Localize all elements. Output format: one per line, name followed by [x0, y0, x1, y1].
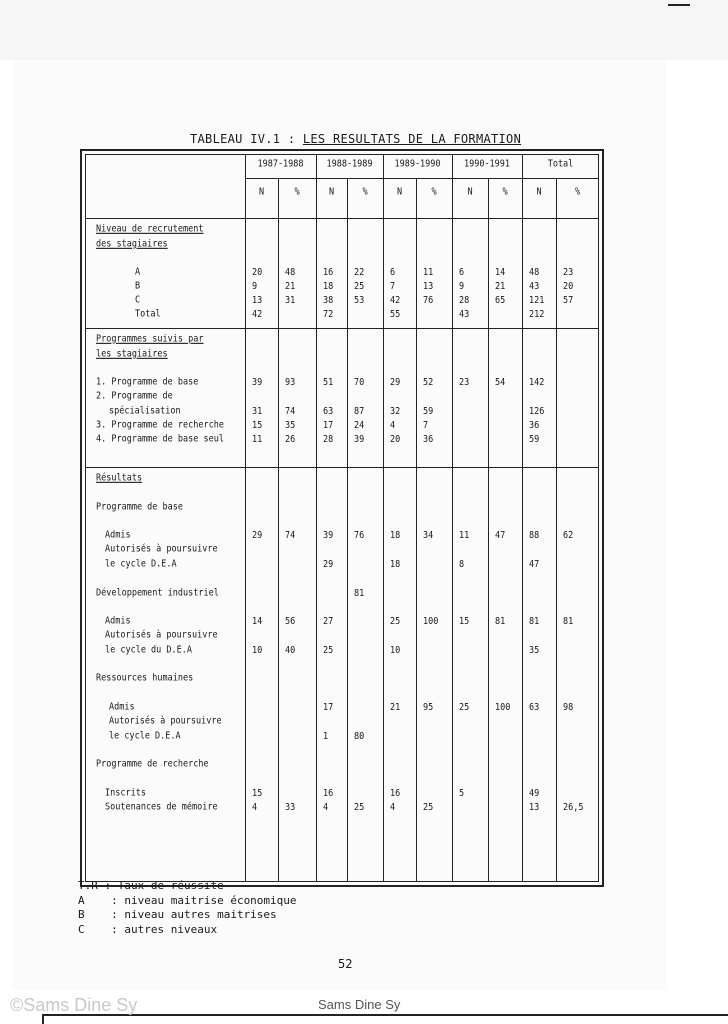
table-cell: 59 — [529, 434, 540, 446]
table-cell: 43 — [459, 309, 470, 321]
subheader-n: N — [396, 186, 403, 198]
row-label: Inscrits — [105, 788, 146, 799]
table-cell: 53 — [354, 295, 365, 307]
table-cell: 11 — [459, 530, 470, 542]
row-divider — [245, 178, 599, 179]
table-cell: 35 — [285, 420, 296, 432]
table-cell: 10 — [390, 645, 401, 657]
table-cell: 100 — [423, 616, 439, 628]
table-grid — [85, 154, 599, 882]
table-cell: 72 — [323, 309, 334, 321]
table-cell: 1 — [323, 731, 329, 743]
column-divider — [522, 155, 523, 881]
row-label: 4. Programme de base seul — [96, 434, 224, 445]
column-divider — [383, 155, 384, 881]
table-cell: 34 — [423, 530, 434, 542]
table-cell: 74 — [285, 530, 296, 542]
table-cell: 4 — [252, 802, 258, 814]
row-label: A — [135, 267, 141, 278]
table-cell: 27 — [323, 616, 334, 628]
subheader-n: N — [328, 186, 335, 198]
column-divider — [488, 178, 489, 881]
row-label: les stagiaires — [96, 349, 168, 360]
row-label: Autorisés à poursuivre — [105, 544, 218, 555]
table-cell: 14 — [252, 616, 263, 628]
table-cell: 9 — [459, 281, 465, 293]
table-cell: 21 — [495, 281, 506, 293]
year-header: 1989-1990 — [394, 158, 441, 170]
table-cell: 80 — [354, 731, 365, 743]
results-table — [80, 149, 604, 887]
table-cell: 15 — [459, 616, 470, 628]
row-label: Programme de recherche — [96, 759, 209, 770]
table-cell: 26,5 — [563, 802, 584, 814]
table-cell: 142 — [529, 377, 545, 389]
row-label: Total — [135, 309, 161, 320]
table-cell: 29 — [252, 530, 263, 542]
table-cell: 25 — [423, 802, 434, 814]
table-cell: 74 — [285, 406, 296, 418]
year-header: Total — [547, 158, 574, 170]
table-cell: 47 — [529, 559, 540, 571]
table-cell: 51 — [323, 377, 334, 389]
table-cell: 13 — [529, 802, 540, 814]
table-cell: 59 — [423, 406, 434, 418]
table-cell: 11 — [252, 434, 263, 446]
table-cell: 9 — [252, 281, 258, 293]
row-label: Ressources humaines — [96, 673, 194, 684]
subheader-n: N — [258, 186, 265, 198]
table-cell: 26 — [285, 434, 296, 446]
table-cell: 39 — [252, 377, 263, 389]
table-cell: 18 — [390, 530, 401, 542]
table-cell: 35 — [529, 645, 540, 657]
watermark-center: Sams Dine Sy — [318, 997, 401, 1012]
column-divider — [278, 178, 279, 881]
table-cell: 31 — [252, 406, 263, 418]
corner-mark — [42, 1014, 728, 1016]
table-cell: 48 — [285, 267, 296, 279]
row-label: le cycle D.E.A — [105, 559, 177, 570]
row-divider — [86, 467, 599, 468]
table-cell: 10 — [252, 645, 263, 657]
row-label: le cycle D.E.A — [109, 731, 181, 742]
table-cell: 52 — [423, 377, 434, 389]
column-divider — [245, 155, 246, 881]
table-cell: 7 — [390, 281, 396, 293]
subheader-n: N — [536, 186, 542, 198]
table-cell: 100 — [495, 702, 511, 714]
column-divider — [316, 155, 317, 881]
column-divider — [452, 155, 453, 881]
table-cell: 81 — [563, 616, 574, 628]
table-cell: 65 — [495, 295, 506, 307]
table-cell: 15 — [252, 788, 263, 800]
table-cell: 4 — [390, 420, 396, 432]
table-cell: 25 — [390, 616, 401, 628]
table-cell: 23 — [563, 267, 574, 279]
row-label: Niveau de recrutement — [96, 224, 204, 235]
table-cell: 39 — [323, 530, 334, 542]
table-cell: 87 — [354, 406, 365, 418]
table-cell: 56 — [285, 616, 296, 628]
table-cell: 93 — [285, 377, 296, 389]
table-cell: 126 — [529, 406, 545, 418]
table-cell: 18 — [323, 281, 334, 293]
table-cell: 8 — [459, 559, 465, 571]
watermark: ©Sams Dine Sy — [10, 995, 138, 1015]
row-label: C — [135, 295, 141, 306]
column-divider — [347, 178, 348, 881]
table-cell: 4 — [323, 802, 329, 814]
table-cell: 33 — [285, 802, 296, 814]
table-cell: 20 — [390, 434, 401, 446]
table-cell: 7 — [423, 420, 429, 432]
table-cell: 63 — [529, 702, 540, 714]
year-header: 1987-1988 — [257, 158, 304, 170]
table-cell: 81 — [354, 588, 365, 600]
table-cell: 15 — [252, 420, 263, 432]
table-cell: 16 — [323, 267, 334, 279]
table-cell: 6 — [390, 267, 396, 279]
table-cell: 76 — [423, 295, 434, 307]
table-cell: 76 — [354, 530, 365, 542]
column-divider — [556, 178, 557, 881]
table-title: TABLEAU IV.1 : LES RESULTATS DE LA FORMATION — [190, 132, 522, 146]
table-cell: 47 — [495, 530, 506, 542]
table-cell: 18 — [390, 559, 401, 571]
legend-line: B : niveau autres maitrises — [78, 908, 277, 921]
table-cell: 54 — [495, 377, 506, 389]
subheader-percent: % — [362, 186, 368, 198]
table-cell: 5 — [459, 788, 465, 800]
table-cell: 29 — [390, 377, 401, 389]
table-cell: 36 — [423, 434, 434, 446]
table-cell: 212 — [529, 309, 545, 321]
table-cell: 25 — [459, 702, 470, 714]
subheader-percent: % — [574, 186, 581, 198]
row-divider — [86, 218, 599, 219]
row-label: Résultats — [96, 473, 143, 484]
table-cell: 6 — [459, 267, 465, 279]
table-cell: 49 — [529, 788, 540, 800]
table-cell: 20 — [563, 281, 574, 293]
subheader-percent: % — [431, 186, 437, 198]
table-cell: 13 — [252, 295, 263, 307]
table-cell: 23 — [459, 377, 470, 389]
column-divider — [416, 178, 417, 881]
row-label: Admis — [105, 616, 131, 627]
table-cell: 22 — [354, 267, 365, 279]
table-cell: 70 — [354, 377, 365, 389]
table-cell: 16 — [390, 788, 401, 800]
row-label: Soutenances de mémoire — [105, 802, 218, 813]
row-label: B — [135, 281, 141, 292]
legend-line: C : autres niveaux — [78, 922, 218, 936]
legend-line: T.R : Taux de réussite — [78, 879, 224, 892]
table-cell: 88 — [529, 530, 540, 542]
table-cell: 21 — [285, 281, 296, 293]
table-cell: 13 — [423, 281, 434, 293]
table-cell: 25 — [323, 645, 334, 657]
table-cell: 42 — [252, 309, 263, 321]
row-label: le cycle du D.E.A — [105, 645, 192, 656]
corner-mark — [668, 4, 690, 6]
row-label: des stagiaires — [96, 239, 168, 250]
table-cell: 25 — [354, 802, 365, 814]
table-cell: 55 — [390, 309, 401, 321]
table-cell: 98 — [563, 702, 574, 714]
row-label: Admis — [109, 702, 135, 713]
table-cell: 95 — [423, 702, 434, 714]
table-cell: 43 — [529, 281, 540, 293]
subheader-percent: % — [294, 186, 300, 198]
row-label: 2. Programme de — [96, 391, 173, 402]
subheader-n: N — [467, 186, 473, 198]
table-cell: 21 — [390, 702, 401, 714]
legend — [78, 879, 297, 937]
row-label: spécialisation — [109, 406, 181, 417]
row-label: Admis — [105, 530, 131, 541]
table-cell: 121 — [529, 295, 545, 307]
row-label: Autorisés à poursuivre — [109, 716, 222, 727]
table-cell: 4 — [390, 802, 396, 814]
table-cell: 36 — [529, 420, 540, 432]
table-cell: 39 — [354, 434, 365, 446]
table-cell: 48 — [529, 267, 540, 279]
table-cell: 40 — [285, 645, 296, 657]
table-cell: 25 — [354, 281, 365, 293]
table-cell: 14 — [495, 267, 506, 279]
row-label: Développement industriel — [96, 588, 219, 599]
row-label: Programme de base — [96, 502, 183, 513]
table-cell: 38 — [323, 295, 334, 307]
table-cell: 42 — [390, 295, 401, 307]
row-label: 3. Programme de recherche — [96, 420, 224, 431]
table-cell: 17 — [323, 702, 334, 714]
table-cell: 17 — [323, 420, 334, 432]
table-cell: 24 — [354, 420, 365, 432]
page-number: 52 — [338, 957, 353, 971]
table-cell: 57 — [563, 295, 574, 307]
table-cell: 28 — [459, 295, 470, 307]
table-cell: 62 — [563, 530, 574, 542]
year-header: 1988-1989 — [326, 158, 373, 170]
row-label: 1. Programme de base — [96, 377, 199, 388]
table-cell: 31 — [285, 295, 296, 307]
table-cell: 32 — [390, 406, 401, 418]
legend-line: A : niveau maitrise économique — [78, 893, 297, 907]
table-cell: 20 — [252, 267, 263, 279]
table-cell: 63 — [323, 406, 334, 418]
table-cell: 16 — [323, 788, 334, 800]
row-label: Autorisés à poursuivre — [105, 630, 218, 641]
year-header: 1990-1991 — [463, 158, 511, 170]
top-band — [0, 0, 728, 60]
table-cell: 81 — [529, 616, 540, 628]
table-cell: 81 — [495, 616, 506, 628]
table-cell: 11 — [423, 267, 434, 279]
row-divider — [86, 328, 599, 329]
table-cell: 29 — [323, 559, 334, 571]
row-label: Programmes suivis par — [96, 334, 204, 345]
table-cell: 28 — [323, 434, 334, 446]
subheader-percent: % — [502, 186, 508, 198]
